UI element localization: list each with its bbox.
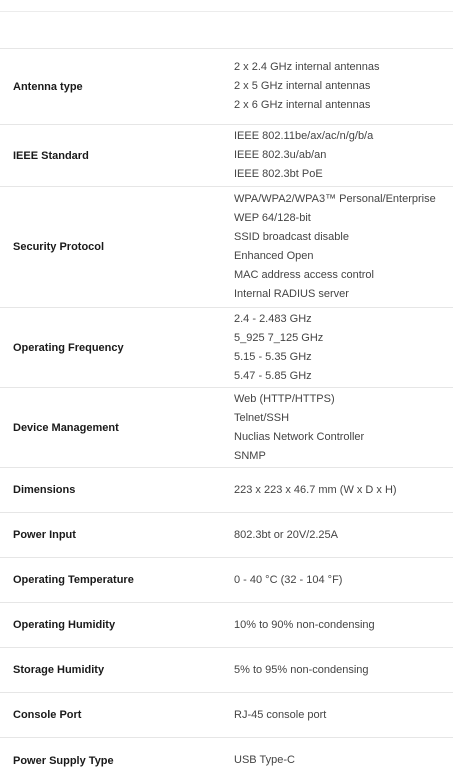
spec-value: 5.15 - 5.35 GHz (234, 350, 312, 363)
spec-label: Operating Frequency (13, 341, 124, 354)
spec-row-antenna-type (0, 49, 453, 125)
spec-values (221, 657, 453, 684)
spec-label: Power Input (13, 529, 76, 541)
spec-label: Security Protocol (13, 241, 105, 253)
header-spacer (0, 12, 453, 49)
spec-values (221, 747, 453, 774)
spec-table (0, 49, 453, 783)
spec-value: 10% to 90% non-condensing (234, 618, 375, 631)
spec-row-operating-temperature (0, 558, 453, 603)
spec-value: Enhanced Open (234, 250, 314, 262)
spec-label: Dimensions (13, 484, 76, 496)
spec-row-ieee-standard (0, 125, 453, 187)
spec-value: 223 x 223 x 46.7 mm (W x D x H) (234, 483, 397, 496)
spec-label: Operating Humidity (13, 619, 116, 631)
spec-value: 2.4 - 2.483 GHz (234, 312, 312, 325)
spec-value: Nuclias Network Controller (234, 430, 365, 443)
spec-value: 2 x 2.4 GHz internal antennas (234, 61, 380, 73)
spec-value: 2 x 5 GHz internal antennas (234, 80, 371, 92)
spec-values (221, 702, 453, 729)
spec-values (221, 54, 453, 119)
top-bar (0, 0, 453, 12)
spec-row-storage-humidity (0, 648, 453, 693)
spec-row-security-protocol (0, 187, 453, 308)
spec-value: SNMP (234, 449, 266, 462)
spec-value: Telnet/SSH (234, 411, 290, 424)
spec-value: 2 x 6 GHz internal antennas (234, 99, 371, 111)
spec-label: Power Supply Type (13, 754, 114, 767)
spec-value: 802.3bt or 20V/2.25A (234, 528, 338, 541)
spec-value: IEEE 802.11be/ax/ac/n/g/b/a (234, 130, 374, 142)
spec-label: Console Port (13, 709, 82, 721)
spec-value: USB Type-C (234, 754, 295, 766)
spec-row-power-supply-type (0, 738, 453, 783)
spec-value: MAC address access control (234, 269, 374, 281)
spec-value: IEEE 802.3bt PoE (234, 168, 323, 180)
spec-label: Antenna type (13, 80, 83, 93)
spec-row-device-management (0, 388, 453, 468)
spec-row-operating-frequency (0, 308, 453, 388)
spec-value: Web (HTTP/HTTPS) (234, 392, 335, 405)
spec-value: 0 - 40 °C (32 - 104 °F) (234, 573, 343, 586)
spec-label: Storage Humidity (13, 664, 105, 676)
spec-value: SSID broadcast disable (234, 231, 349, 243)
spec-value: IEEE 802.3u/ab/an (234, 149, 327, 161)
spec-value: 5.47 - 5.85 GHz (234, 369, 312, 382)
spec-value: WPA/WPA2/WPA3™ Personal/Enterprise (234, 193, 436, 205)
spec-label: IEEE Standard (13, 149, 89, 162)
spec-row-power-input (0, 513, 453, 558)
spec-values (221, 567, 453, 594)
spec-label: Device Management (13, 421, 119, 434)
spec-values (221, 612, 453, 639)
spec-values (221, 186, 453, 308)
spec-value: Internal RADIUS server (234, 288, 349, 300)
spec-values (221, 123, 453, 188)
spec-row-dimensions (0, 468, 453, 513)
spec-values (221, 477, 453, 504)
spec-value: WEP 64/128-bit (234, 212, 311, 224)
spec-row-operating-humidity (0, 603, 453, 648)
spec-values (221, 386, 453, 470)
spec-label: Operating Temperature (13, 574, 134, 586)
spec-value: RJ-45 console port (234, 708, 327, 721)
spec-value: 5% to 95% non-condensing (234, 663, 369, 676)
spec-value: 5_925 7_125 GHz (234, 331, 324, 344)
spec-values (221, 306, 453, 390)
spec-values (221, 522, 453, 549)
spec-row-console-port (0, 693, 453, 738)
